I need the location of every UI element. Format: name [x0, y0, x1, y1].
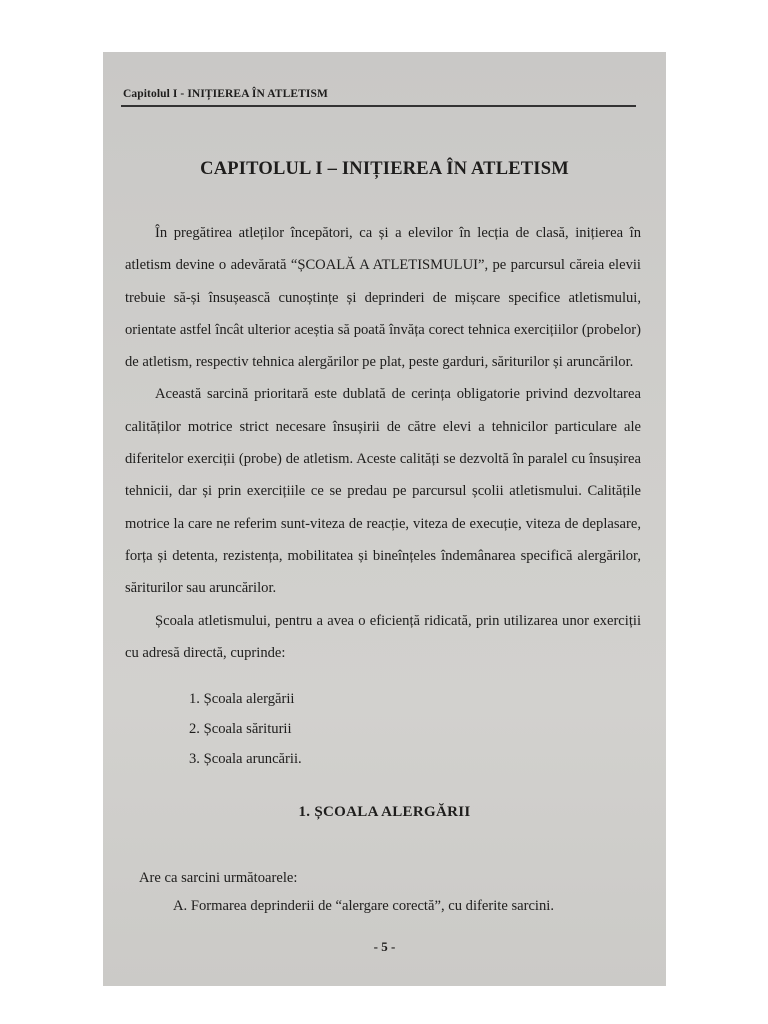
body-text	[125, 217, 641, 669]
list-item: 2. Școala săriturii	[189, 721, 292, 737]
list-item: 1. Școala alergării	[189, 691, 295, 707]
running-header: Capitolul I - INIȚIEREA ÎN ATLETISM	[123, 88, 328, 100]
tasks-intro: Are ca sarcini următoarele:	[139, 870, 298, 886]
section-title: 1. ȘCOALA ALERGĂRII	[298, 804, 471, 820]
book-page	[103, 52, 666, 986]
header-rule	[121, 105, 636, 107]
page-number: - 5 -	[373, 939, 396, 954]
paragraph-2: Această sarcină prioritară este dublată de cerința obligatorie privind dezvoltarea calităților motrice strict necesare însușirii de către elevi a tehnicilor particulare ale diferitelor exerciții (probe) de atletism. Aceste calități se dezvoltă în paralel cu însușirea tehnicii, dar și prin exercițiile ce se predau pe parcursul școlii atletismului. Calitățile motrice la care ne referim sunt-viteza de reacție, viteza de execuție, viteza de deplasare, forța și detenta, rezistența, mobilitatea și bineînțeles îndemânarea specifică alergărilor, săriturilor sau aruncărilor.	[125, 386, 641, 597]
chapter-title: CAPITOLUL I – INIȚIEREA ÎN ATLETISM	[200, 159, 569, 179]
school-list	[189, 684, 302, 774]
list-item: 3. Școala aruncării.	[189, 751, 302, 767]
paragraph-1: În pregătirea atleților începători, ca și a elevilor în lecția de clasă, inițierea în atletism devine o adevărată “ȘCOALĂ A ATLETISMULUI”, pe parcursul căreia elevii trebuie să-și însușească cunoștințe și deprinderi de mișcare specifice atletismului, orientate astfel încât ulterior aceștia să poată învăța corect tehnica exercițiilor (probelor) de atletism, respectiv tehnica alergărilor pe plat, peste garduri, săriturilor și aruncărilor.	[125, 225, 641, 371]
task-item-a: A. Formarea deprinderii de “alergare corectă”, cu diferite sarcini.	[173, 898, 554, 914]
paragraph-3: Școala atletismului, pentru a avea o eficiență ridicată, prin utilizarea unor exerciții cu adresă directă, cuprinde:	[125, 612, 641, 661]
